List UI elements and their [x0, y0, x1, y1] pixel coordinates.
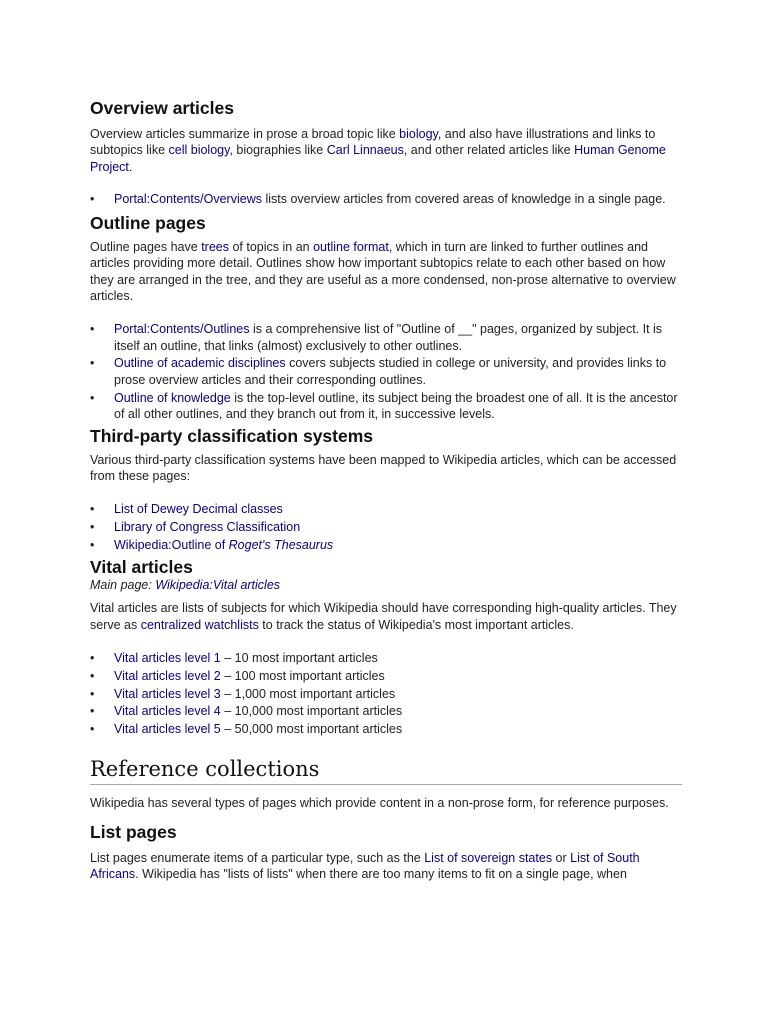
bullet-icon: • [90, 651, 95, 666]
link-outline-academic-disciplines[interactable]: Outline of academic disciplines [114, 356, 286, 371]
heading-outline-pages: Outline pages [90, 213, 206, 234]
overview-paragraph: Overview articles summarize in prose a broad topic like biology, and also have illustrations and links to subtopics like cell biology, biographies like Carl Linnaeus, and other related articles like Human Genome Project. [90, 127, 666, 174]
list-item [90, 537, 682, 553]
heading-vital-articles: Vital articles [90, 557, 193, 578]
link-outline-of-knowledge[interactable]: Outline of knowledge [114, 390, 231, 405]
list-item: • Vital articles level 2 – 100 most important articles [90, 668, 385, 683]
link-rogets-thesaurus[interactable]: Wikipedia:Outline of Roget's Thesaurus [114, 537, 334, 552]
heading-overview-articles: Overview articles [90, 98, 234, 118]
list-item: • Portal:Contents/Overviews lists overview articles from covered areas of knowledge in a single page. [90, 191, 666, 206]
bullet-icon: • [90, 537, 95, 552]
link-portal-overviews[interactable]: Portal:Contents/Overviews [114, 191, 262, 206]
third-party-list [90, 501, 682, 553]
bullet-icon: • [90, 722, 95, 737]
third-party-paragraph: Various third-party classification systems have been mapped to Wikipedia articles, which can be accessed from these pages: [90, 452, 677, 483]
list-item [90, 501, 682, 517]
link-biology[interactable]: biology [399, 127, 438, 141]
heading-reference-collections: Reference collections [90, 755, 682, 785]
vital-list [90, 650, 682, 737]
link-vital-level-1[interactable]: Vital articles level 1 [114, 651, 221, 666]
link-portal-outlines[interactable]: Portal:Contents/Outlines [114, 322, 250, 337]
list-item: • Outline of academic disciplines covers subjects studied in college or university, and provides links to prose overview articles and their corresponding outlines. [90, 356, 667, 387]
bullet-icon: • [90, 356, 95, 371]
heading-third-party-classification: Third-party classification systems [90, 425, 374, 446]
bullet-icon: • [90, 322, 95, 337]
bullet-icon: • [90, 520, 95, 535]
link-dewey-decimal[interactable]: List of Dewey Decimal classes [114, 502, 283, 517]
bullet-icon: • [90, 502, 95, 517]
reference-paragraph: Wikipedia has several types of pages which provide content in a non-prose form, for reference purposes. [90, 795, 669, 810]
link-vital-level-3[interactable]: Vital articles level 3 [114, 686, 221, 701]
bullet-icon: • [90, 668, 95, 683]
link-vital-level-5[interactable]: Vital articles level 5 [114, 722, 221, 737]
link-vital-level-4[interactable]: Vital articles level 4 [114, 704, 221, 719]
outline-paragraph: Outline pages have trees of topics in an outline format, which in turn are linked to further outlines and articles providing more detail. Outlines show how important subtopics relate to each other based on how they are arranged in the tree, and they are useful as a more condensed, non-prose alternative to overview articles. [90, 240, 676, 304]
article-content [90, 96, 682, 882]
bullet-icon: • [90, 191, 95, 206]
list-item: • Vital articles level 3 – 1,000 most important articles [90, 686, 396, 701]
list-pages-paragraph: List pages enumerate items of a particular type, such as the List of sovereign states or List of South Africans. Wikipedia has "lists of lists" when there are too many items to fit on a single page, when [90, 850, 640, 882]
list-item: • Vital articles level 1 – 10 most important articles [90, 651, 378, 666]
link-centralized-watchlists[interactable]: centralized watchlists [140, 617, 259, 632]
link-trees[interactable]: trees [201, 240, 229, 255]
list-item: • Portal:Contents/Outlines is a comprehensive list of "Outline of __" pages, organized by subject. It is itself an outline, that links (almost) exclusively to other outlines. [90, 322, 663, 353]
vital-paragraph: Vital articles are lists of subjects for which Wikipedia should have corresponding high-quality articles. They serve as centralized watchlists to track the status of Wikipedia's most important articles. [90, 601, 677, 632]
heading-list-pages: List pages [90, 821, 177, 842]
link-vital-level-2[interactable]: Vital articles level 2 [114, 668, 221, 683]
outline-list [90, 321, 682, 422]
hatnote-main-page: Main page: Wikipedia:Vital articles [90, 578, 281, 593]
list-item: • Outline of knowledge is the top-level outline, its subject being the broadest one of all. It is the ancestor of all other outlines, and they branch out from it, in successive levels. [90, 390, 678, 421]
link-human-genome-project[interactable]: Human Genome Project [90, 143, 666, 174]
link-carl-linnaeus[interactable]: Carl Linnaeus [326, 143, 404, 158]
overview-list [90, 191, 682, 207]
bullet-icon: • [90, 686, 95, 701]
link-outline-format[interactable]: outline format [313, 240, 389, 255]
link-wikipedia-vital-articles[interactable]: Wikipedia:Vital articles [155, 578, 281, 593]
link-cell-biology[interactable]: cell biology [168, 143, 230, 158]
link-library-of-congress[interactable]: Library of Congress Classification [114, 520, 301, 535]
bullet-icon: • [90, 390, 95, 405]
link-list-south-africans[interactable]: List of South Africans [90, 850, 640, 882]
list-item [90, 519, 682, 535]
bullet-icon: • [90, 704, 95, 719]
link-list-sovereign-states[interactable]: List of sovereign states [424, 850, 553, 865]
list-item: • Vital articles level 4 – 10,000 most important articles [90, 704, 403, 719]
list-item: • Vital articles level 5 – 50,000 most important articles [90, 722, 403, 737]
